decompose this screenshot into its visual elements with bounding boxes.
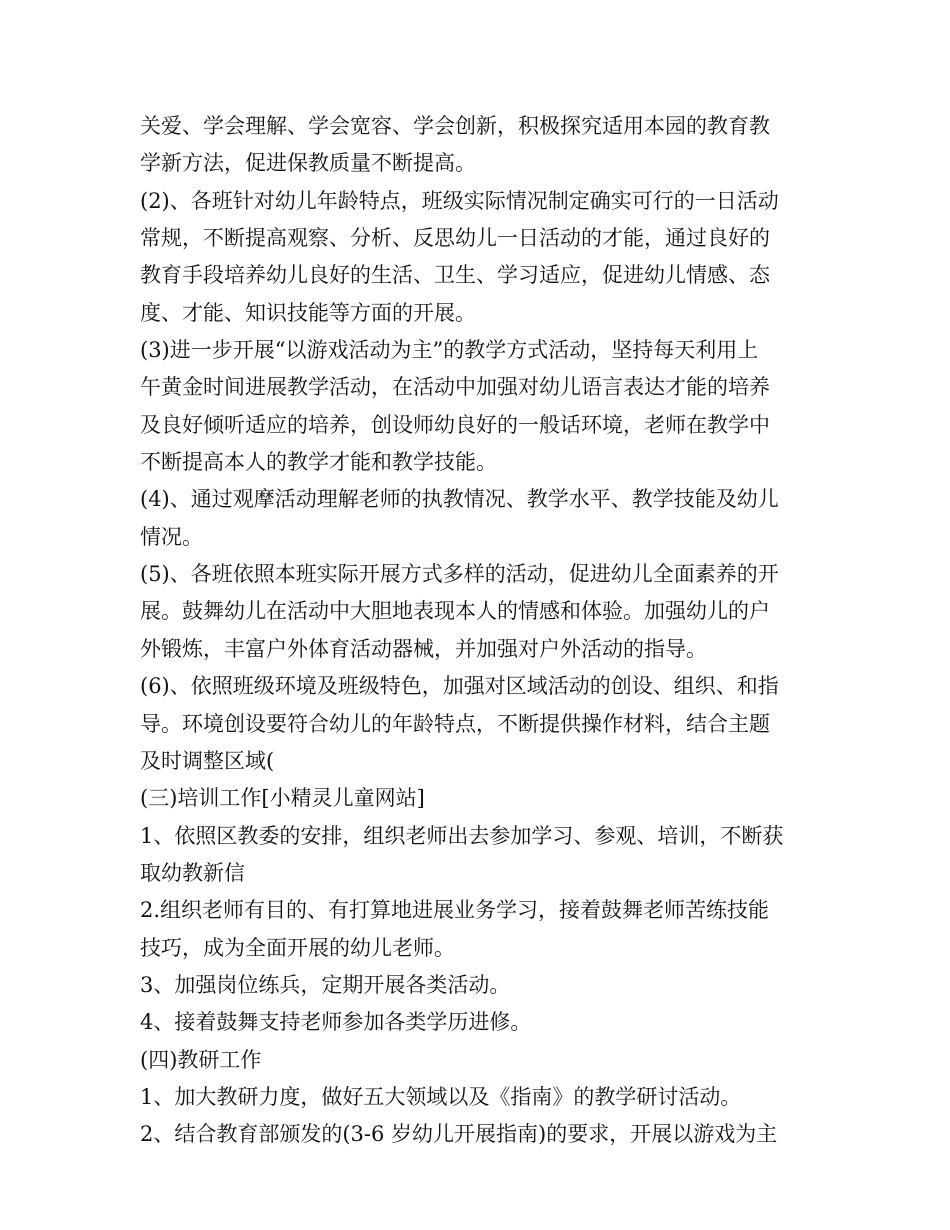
text-line: 情况。	[140, 524, 203, 549]
text-line: 取幼教新信	[140, 860, 245, 885]
text-line: (3)进一步开展“以游戏活动为主”的教学方式活动，坚持每天利用上	[140, 338, 759, 363]
text-line: 外锻炼，丰富户外体育活动器械，并加强对户外活动的指导。	[140, 636, 707, 661]
text-line: 展。鼓舞幼儿在活动中大胆地表现本人的情感和体验。加强幼儿的户	[140, 599, 770, 624]
text-line: (4)、通过观摩活动理解老师的执教情况、教学水平、教学技能及幼儿	[140, 487, 779, 512]
text-line: 度、才能、知识技能等方面的开展。	[140, 300, 476, 325]
text-line: 及良好倾听适应的培养，创设师幼良好的一般话环境，老师在教学中	[140, 412, 770, 437]
text-line: 导。环境创设要符合幼儿的年龄特点，不断提供操作材料，结合主题	[140, 711, 770, 736]
text-line: (6)、依照班级环境及班级特色，加强对区域活动的创设、组织、和指	[140, 674, 779, 699]
text-line: (5)、各班依照本班实际开展方式多样的活动，促进幼儿全面素养的开	[140, 562, 779, 587]
text-line: 教育手段培养幼儿良好的生活、卫生、学习适应，促进幼儿情感、态	[140, 263, 770, 288]
text-line: 2.组织老师有目的、有打算地进展业务学习，接着鼓舞老师苦练技能	[140, 898, 770, 923]
section-heading: (四)教研工作	[140, 1047, 262, 1072]
section-heading: (三)培训工作[小精灵儿童网站]	[140, 786, 425, 811]
document-body	[140, 108, 820, 1154]
text-line: 关爱、学会理解、学会宽容、学会创新，积极探究适用本园的教育教	[140, 114, 770, 138]
text-line: 4、接着鼓舞支持老师参加各类学历进修。	[140, 1010, 532, 1035]
text-line: 3、加强岗位练兵，定期开展各类活动。	[140, 972, 511, 997]
text-line: 及时调整区域(	[140, 748, 275, 773]
text-line: 学新方法，促进保教质量不断提高。	[140, 151, 476, 176]
text-line: 不断提高本人的教学才能和教学技能。	[140, 450, 497, 475]
text-line: 2、结合教育部颁发的(3-6 岁幼儿开展指南)的要求，开展以游戏为主	[140, 1122, 778, 1147]
text-line: 午黄金时间进展教学活动，在活动中加强对幼儿语言表达才能的培养	[140, 375, 770, 400]
text-line: (2)、各班针对幼儿年龄特点，班级实际情况制定确实可行的一日活动	[140, 188, 779, 213]
text-line: 1、依照区教委的安排，组织老师出去参加学习、参观、培训，不断获	[140, 823, 784, 848]
text-line: 1、加大教研力度，做好五大领域以及《指南》的教学研讨活动。	[140, 1084, 742, 1109]
text-line: 技巧，成为全面开展的幼儿老师。	[140, 935, 455, 960]
text-line: 常规，不断提高观察、分析、反思幼儿一日活动的才能，通过良好的	[140, 226, 770, 251]
